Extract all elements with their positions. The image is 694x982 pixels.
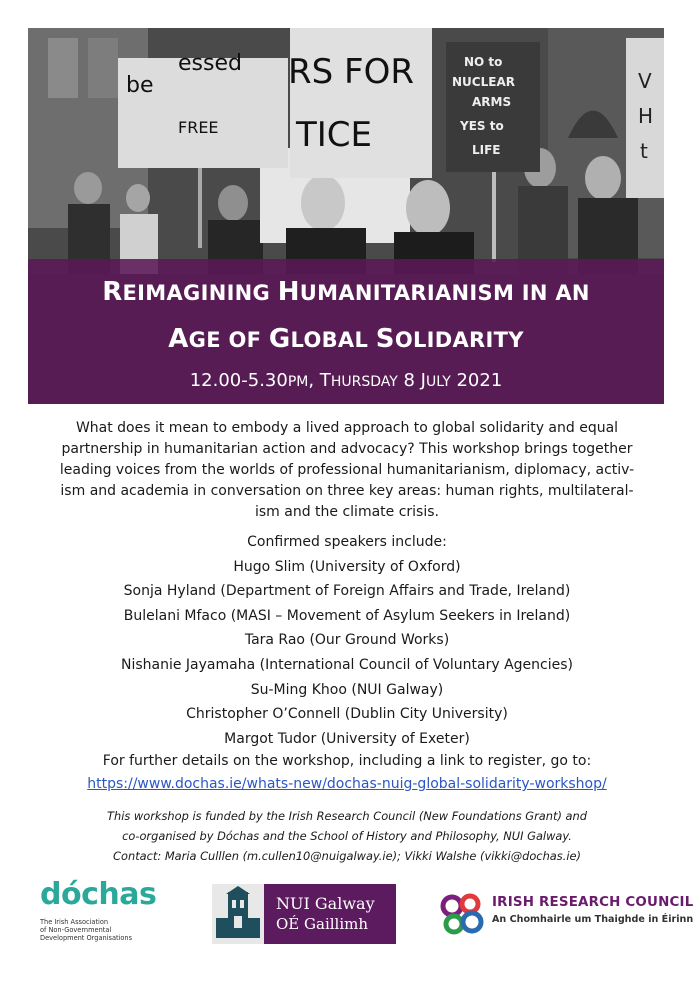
speaker-item: Su-Ming Khoo (NUI Galway) [250, 681, 444, 698]
speakers-list [20, 530, 674, 751]
irc-emblem-icon [436, 890, 488, 942]
placard-text: TICE [296, 115, 373, 155]
placard-text: t [640, 139, 648, 163]
irc-title: IRISH RESEARCH COUNCIL [492, 895, 694, 910]
placard-text: RS FOR [288, 52, 414, 92]
placard-text: NUCLEAR [452, 75, 515, 89]
nuig-name: NUI Galway [276, 894, 375, 913]
funding-line: This workshop is funded by the Irish Research Council (New Foundations Grant) and [107, 809, 587, 823]
intro-line: ism and the climate crisis. [254, 504, 439, 520]
placard-text: YES to [460, 119, 504, 133]
funding-note [30, 806, 664, 866]
contact-line: Contact: Maria Culllen (m.cullen10@nuigalway.ie); Vikki Walshe (vikki@dochas.ie) [113, 849, 581, 863]
speakers-heading: Confirmed speakers include: [247, 534, 447, 550]
further-text: For further details on the workshop, including a link to register, go to: [102, 753, 592, 769]
placard-text: H [638, 104, 654, 128]
title-line-1: REIMAGINING HUMANITARIANISM IN AN [102, 277, 590, 307]
dochas-wordmark: dóchas [40, 877, 157, 912]
nui-galway-logo [212, 884, 396, 944]
speaker-item: Nishanie Jayamaha (International Council of Voluntary Agencies) [120, 656, 573, 673]
speaker-item: Margot Tudor (University of Exeter) [224, 730, 470, 747]
speaker-item: Tara Rao (Our Ground Works) [244, 632, 450, 649]
title-line-2: AGE OF GLOBAL SOLIDARITY [168, 324, 524, 354]
speaker-item: Christopher O’Connell (Dublin City University) [186, 706, 508, 723]
dochas-logo [40, 878, 190, 948]
placard-text: be [126, 73, 154, 98]
intro-line: ism and academia in conversation on three key areas: human rights, multilateral- [60, 483, 634, 499]
intro-line: leading voices from the worlds of professional humanitarianism, diplomacy, activ- [59, 462, 635, 478]
further-details [20, 750, 674, 796]
event-datetime: 12.00-5.30PM, THURSDAY 8 JULY 2021 [189, 370, 503, 391]
intro-line: partnership in humanitarian action and advocacy? This workshop brings together [61, 441, 633, 457]
hero-image [28, 28, 664, 404]
irish-research-council-logo [436, 886, 694, 946]
speaker-item: Hugo Slim (University of Oxford) [233, 558, 461, 575]
speaker-item: Bulelani Mfaco (MASI – Movement of Asylum Seekers in Ireland) [123, 607, 571, 624]
title-banner [28, 259, 664, 404]
speaker-item: Sonja Hyland (Department of Foreign Affairs and Trade, Ireland) [123, 583, 571, 600]
placard-text: FREE [178, 118, 219, 137]
placard-text: ARMS [472, 95, 512, 109]
placard-text: V [638, 69, 652, 93]
placard-text: NO to [464, 55, 503, 69]
placard-text: LIFE [472, 143, 501, 157]
placard-text: essed [178, 51, 242, 76]
funding-line: co-organised by Dóchas and the School of History and Philosophy, NUI Galway. [122, 829, 572, 843]
irc-irish-name: An Chomhairle um Thaighde in Éirinn [492, 914, 694, 925]
dochas-tagline: The Irish Association of Non-Governmental Development Organisations [40, 918, 133, 942]
intro-paragraph [44, 418, 650, 523]
nuig-irish-name: OÉ Gaillimh [276, 915, 369, 933]
intro-line: What does it mean to embody a lived approach to global solidarity and equal [75, 420, 619, 436]
quadrangle-tower-icon [212, 884, 264, 944]
register-link[interactable]: https://www.dochas.ie/whats-new/dochas-nuig-global-solidarity-workshop/ [87, 776, 607, 792]
